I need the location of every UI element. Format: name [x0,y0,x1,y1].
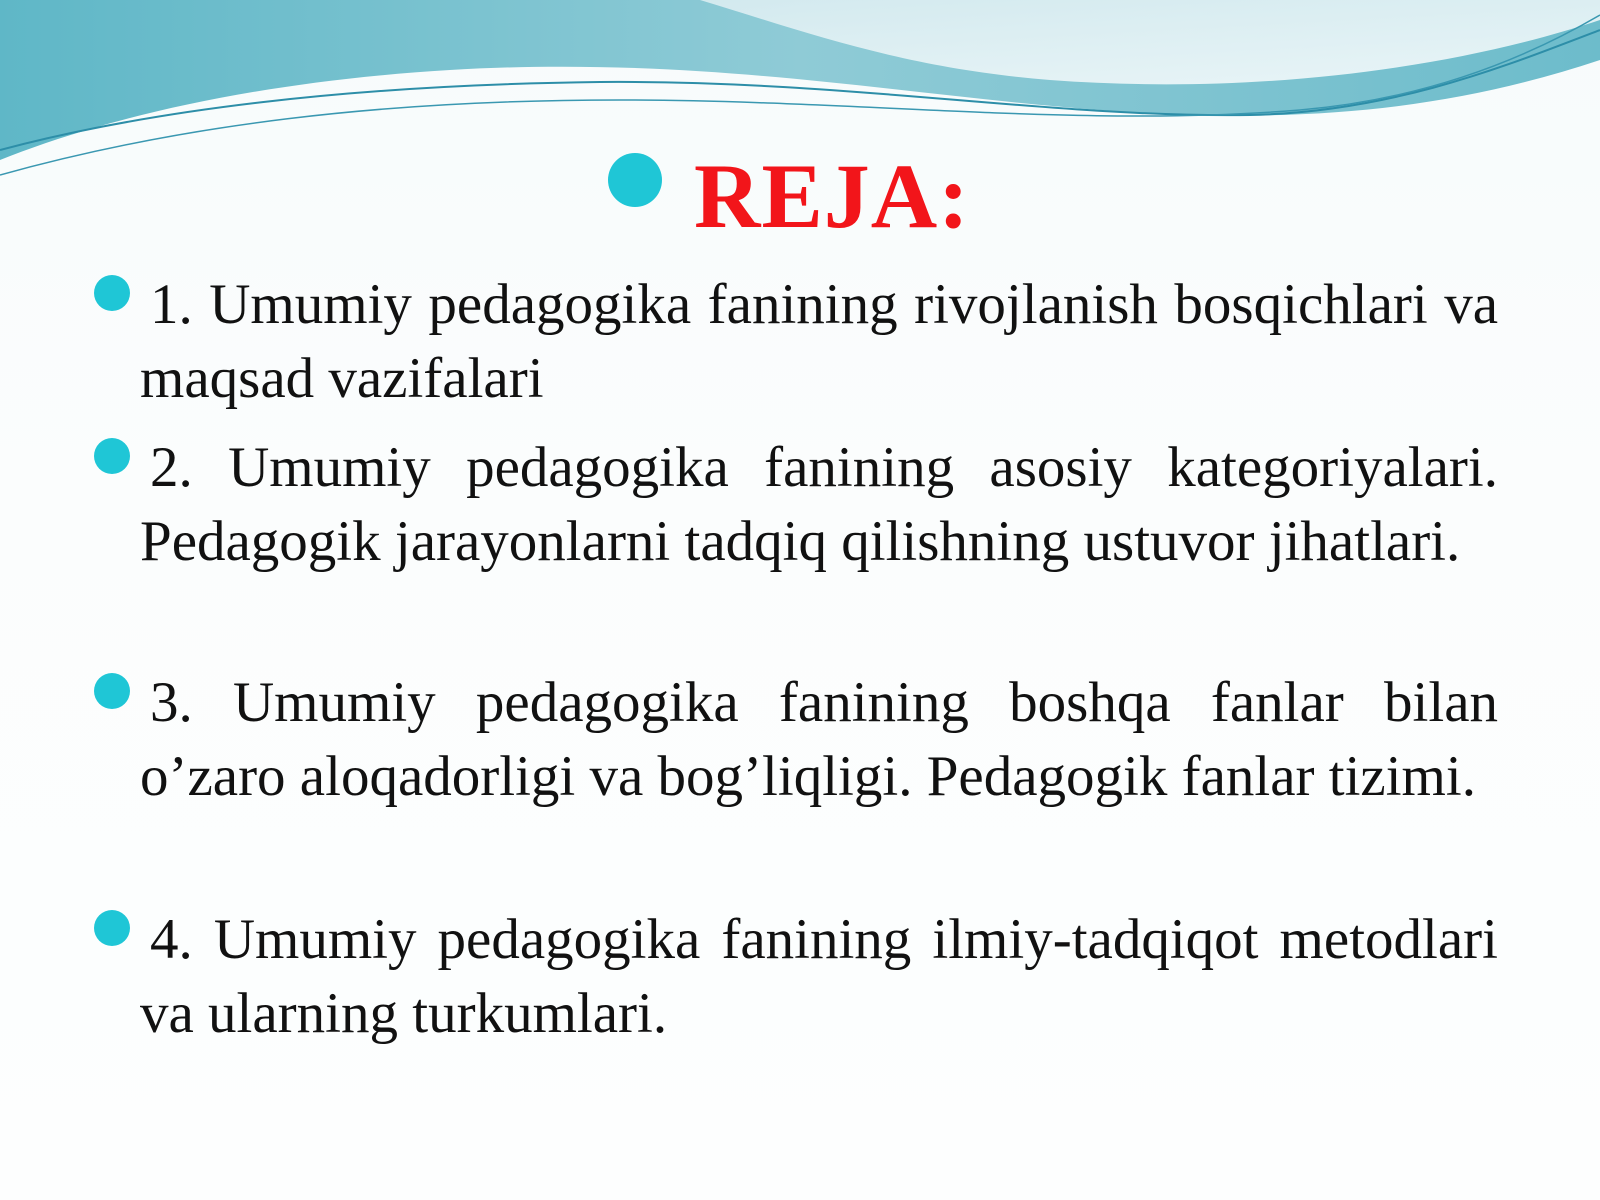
slide-title: REJA: [694,145,970,247]
bullet-icon [94,910,130,946]
plan-item-text: 1. Umumiy pedagogika fanining rivojlanish bosqichlari va maqsad vazifalari [140,273,1498,410]
plan-item-text: 2. Umumiy pedagogika fanining asosiy kategoriyalari. Pedagogik jarayonlarni tadqiq qilishning ustuvor jihatlari. [140,436,1498,573]
bullet-icon [94,673,130,709]
plan-item-text: 3. Umumiy pedagogika fanining boshqa fanlar bilan o’zaro aloqadorligi va bog’liqligi. Pedagogik fanlar tizimi. [140,671,1498,808]
bullet-icon [94,438,130,474]
title-row [608,145,970,247]
plan-item-text: 4. Umumiy pedagogika fanining ilmiy-tadqiqot metodlari va ularning turkumlari. [140,908,1498,1045]
title-bullet-icon [608,153,662,207]
bullet-icon [94,275,130,311]
